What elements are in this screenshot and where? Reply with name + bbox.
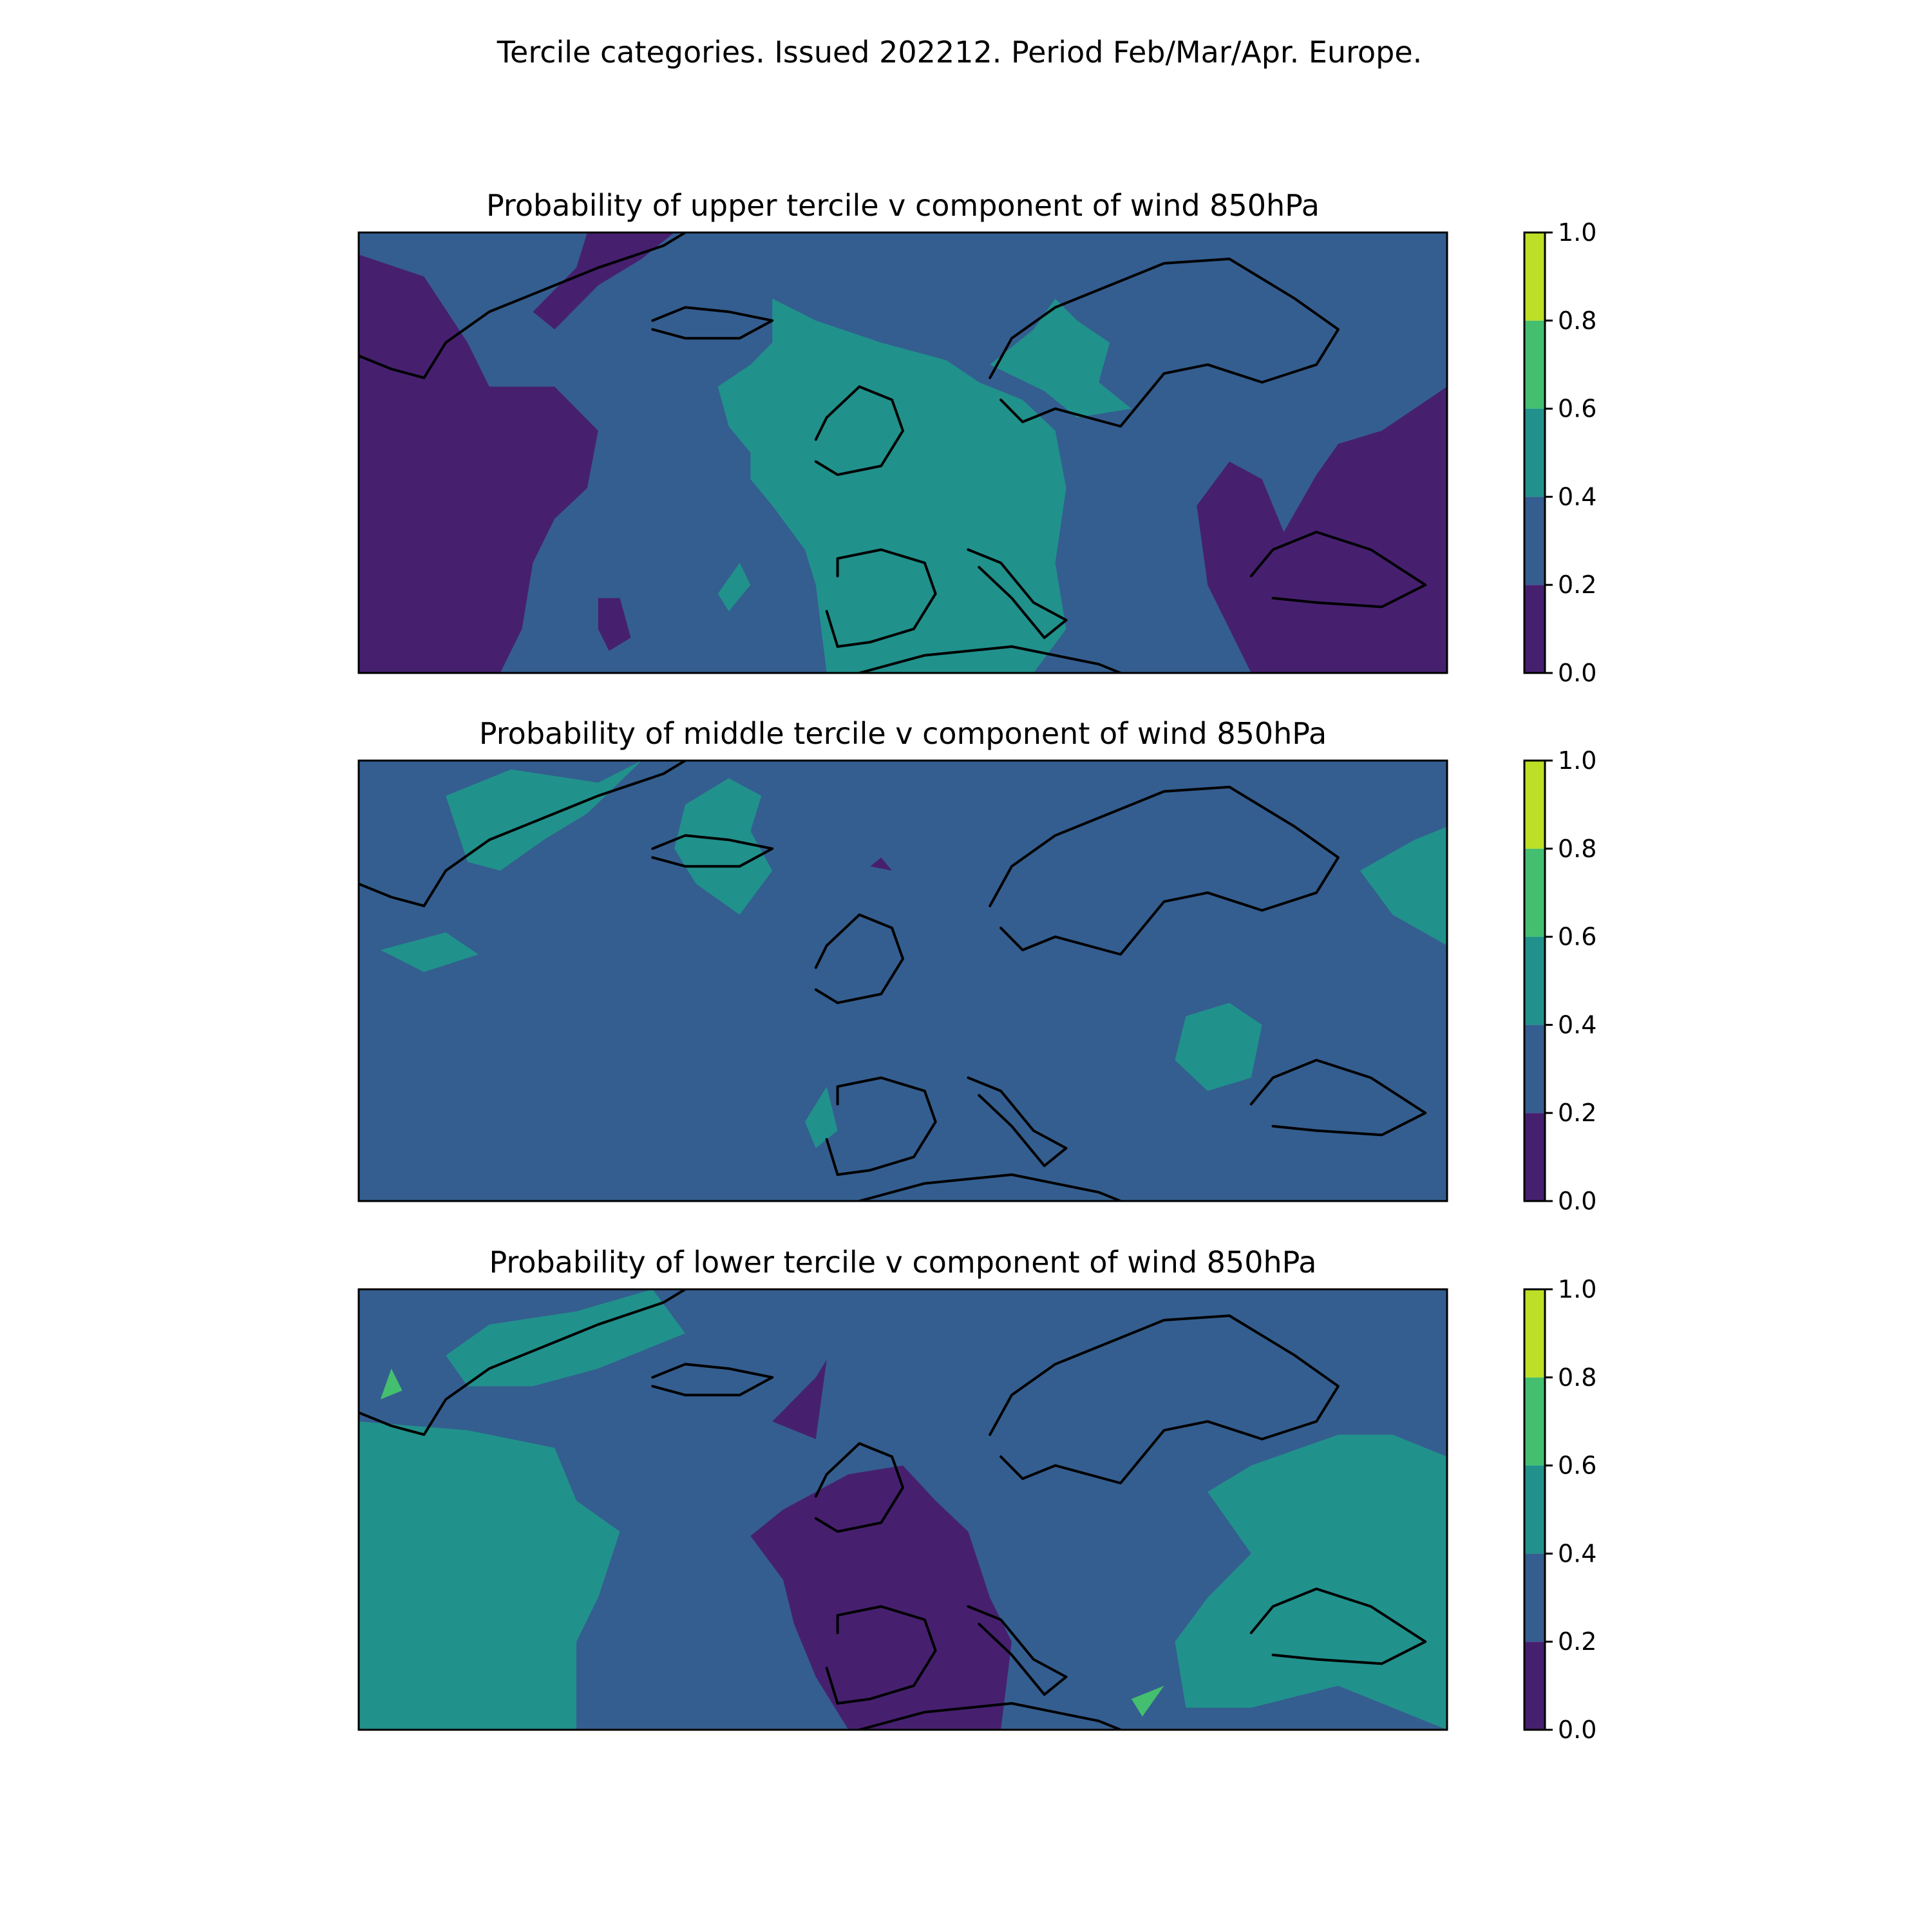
colorbar-band <box>1524 1378 1545 1466</box>
probability-field <box>359 1289 1447 1730</box>
colorbar-band <box>1524 937 1545 1025</box>
colorbar-tick-label: 0.0 <box>1558 1187 1597 1215</box>
panels <box>359 188 1596 1744</box>
colorbar-band <box>1524 1553 1545 1642</box>
colorbar-band <box>1524 1466 1545 1554</box>
colorbar-tick-label: 0.6 <box>1558 394 1597 423</box>
probability-field <box>359 761 1447 1201</box>
colorbar-band <box>1524 1289 1545 1378</box>
colorbar-tick-label: 0.2 <box>1558 1099 1597 1128</box>
map-panel-1 <box>359 188 1596 687</box>
colorbar-band <box>1524 1113 1545 1201</box>
panel-title: Probability of upper tercile v component of wind 850hPa <box>486 188 1320 223</box>
colorbar-tick-label: 1.0 <box>1558 1275 1597 1303</box>
colorbar-tick-label: 0.2 <box>1558 571 1597 600</box>
colorbar <box>1524 218 1596 687</box>
colorbar-tick-label: 0.4 <box>1558 482 1597 511</box>
colorbar-band <box>1524 321 1545 409</box>
colorbar-band <box>1524 849 1545 937</box>
colorbar-band <box>1524 497 1545 585</box>
figure-title: Tercile categories. Issued 202212. Period Feb/Mar/Apr. Europe. <box>497 35 1423 70</box>
colorbar-band <box>1524 761 1545 849</box>
colorbar-tick-label: 0.8 <box>1558 306 1597 335</box>
colorbar <box>1524 1275 1596 1744</box>
panel-title: Probability of middle tercile v component of wind 850hPa <box>478 716 1327 751</box>
colorbar-tick-label: 0.4 <box>1558 1010 1597 1039</box>
colorbar-tick-label: 0.0 <box>1558 659 1597 687</box>
colorbar-tick-label: 0.0 <box>1558 1716 1597 1744</box>
map-panel-2 <box>359 716 1596 1215</box>
colorbar-band <box>1524 1642 1545 1730</box>
colorbar-tick-label: 0.6 <box>1558 1451 1597 1480</box>
colorbar-tick-label: 0.8 <box>1558 834 1597 863</box>
colorbar-band <box>1524 585 1545 673</box>
probability-field <box>359 232 1447 673</box>
colorbar-tick-label: 0.6 <box>1558 922 1597 951</box>
colorbar <box>1524 746 1596 1215</box>
colorbar-band <box>1524 1025 1545 1113</box>
colorbar-tick-label: 1.0 <box>1558 746 1597 775</box>
colorbar-band <box>1524 232 1545 321</box>
colorbar-tick-label: 1.0 <box>1558 218 1597 247</box>
colorbar-tick-label: 0.4 <box>1558 1539 1597 1568</box>
map-panel-3 <box>359 1245 1596 1744</box>
colorbar-tick-label: 0.8 <box>1558 1363 1597 1392</box>
panel-title: Probability of lower tercile v component of wind 850hPa <box>489 1245 1317 1280</box>
colorbar-tick-label: 0.2 <box>1558 1627 1597 1656</box>
colorbar-band <box>1524 409 1545 497</box>
